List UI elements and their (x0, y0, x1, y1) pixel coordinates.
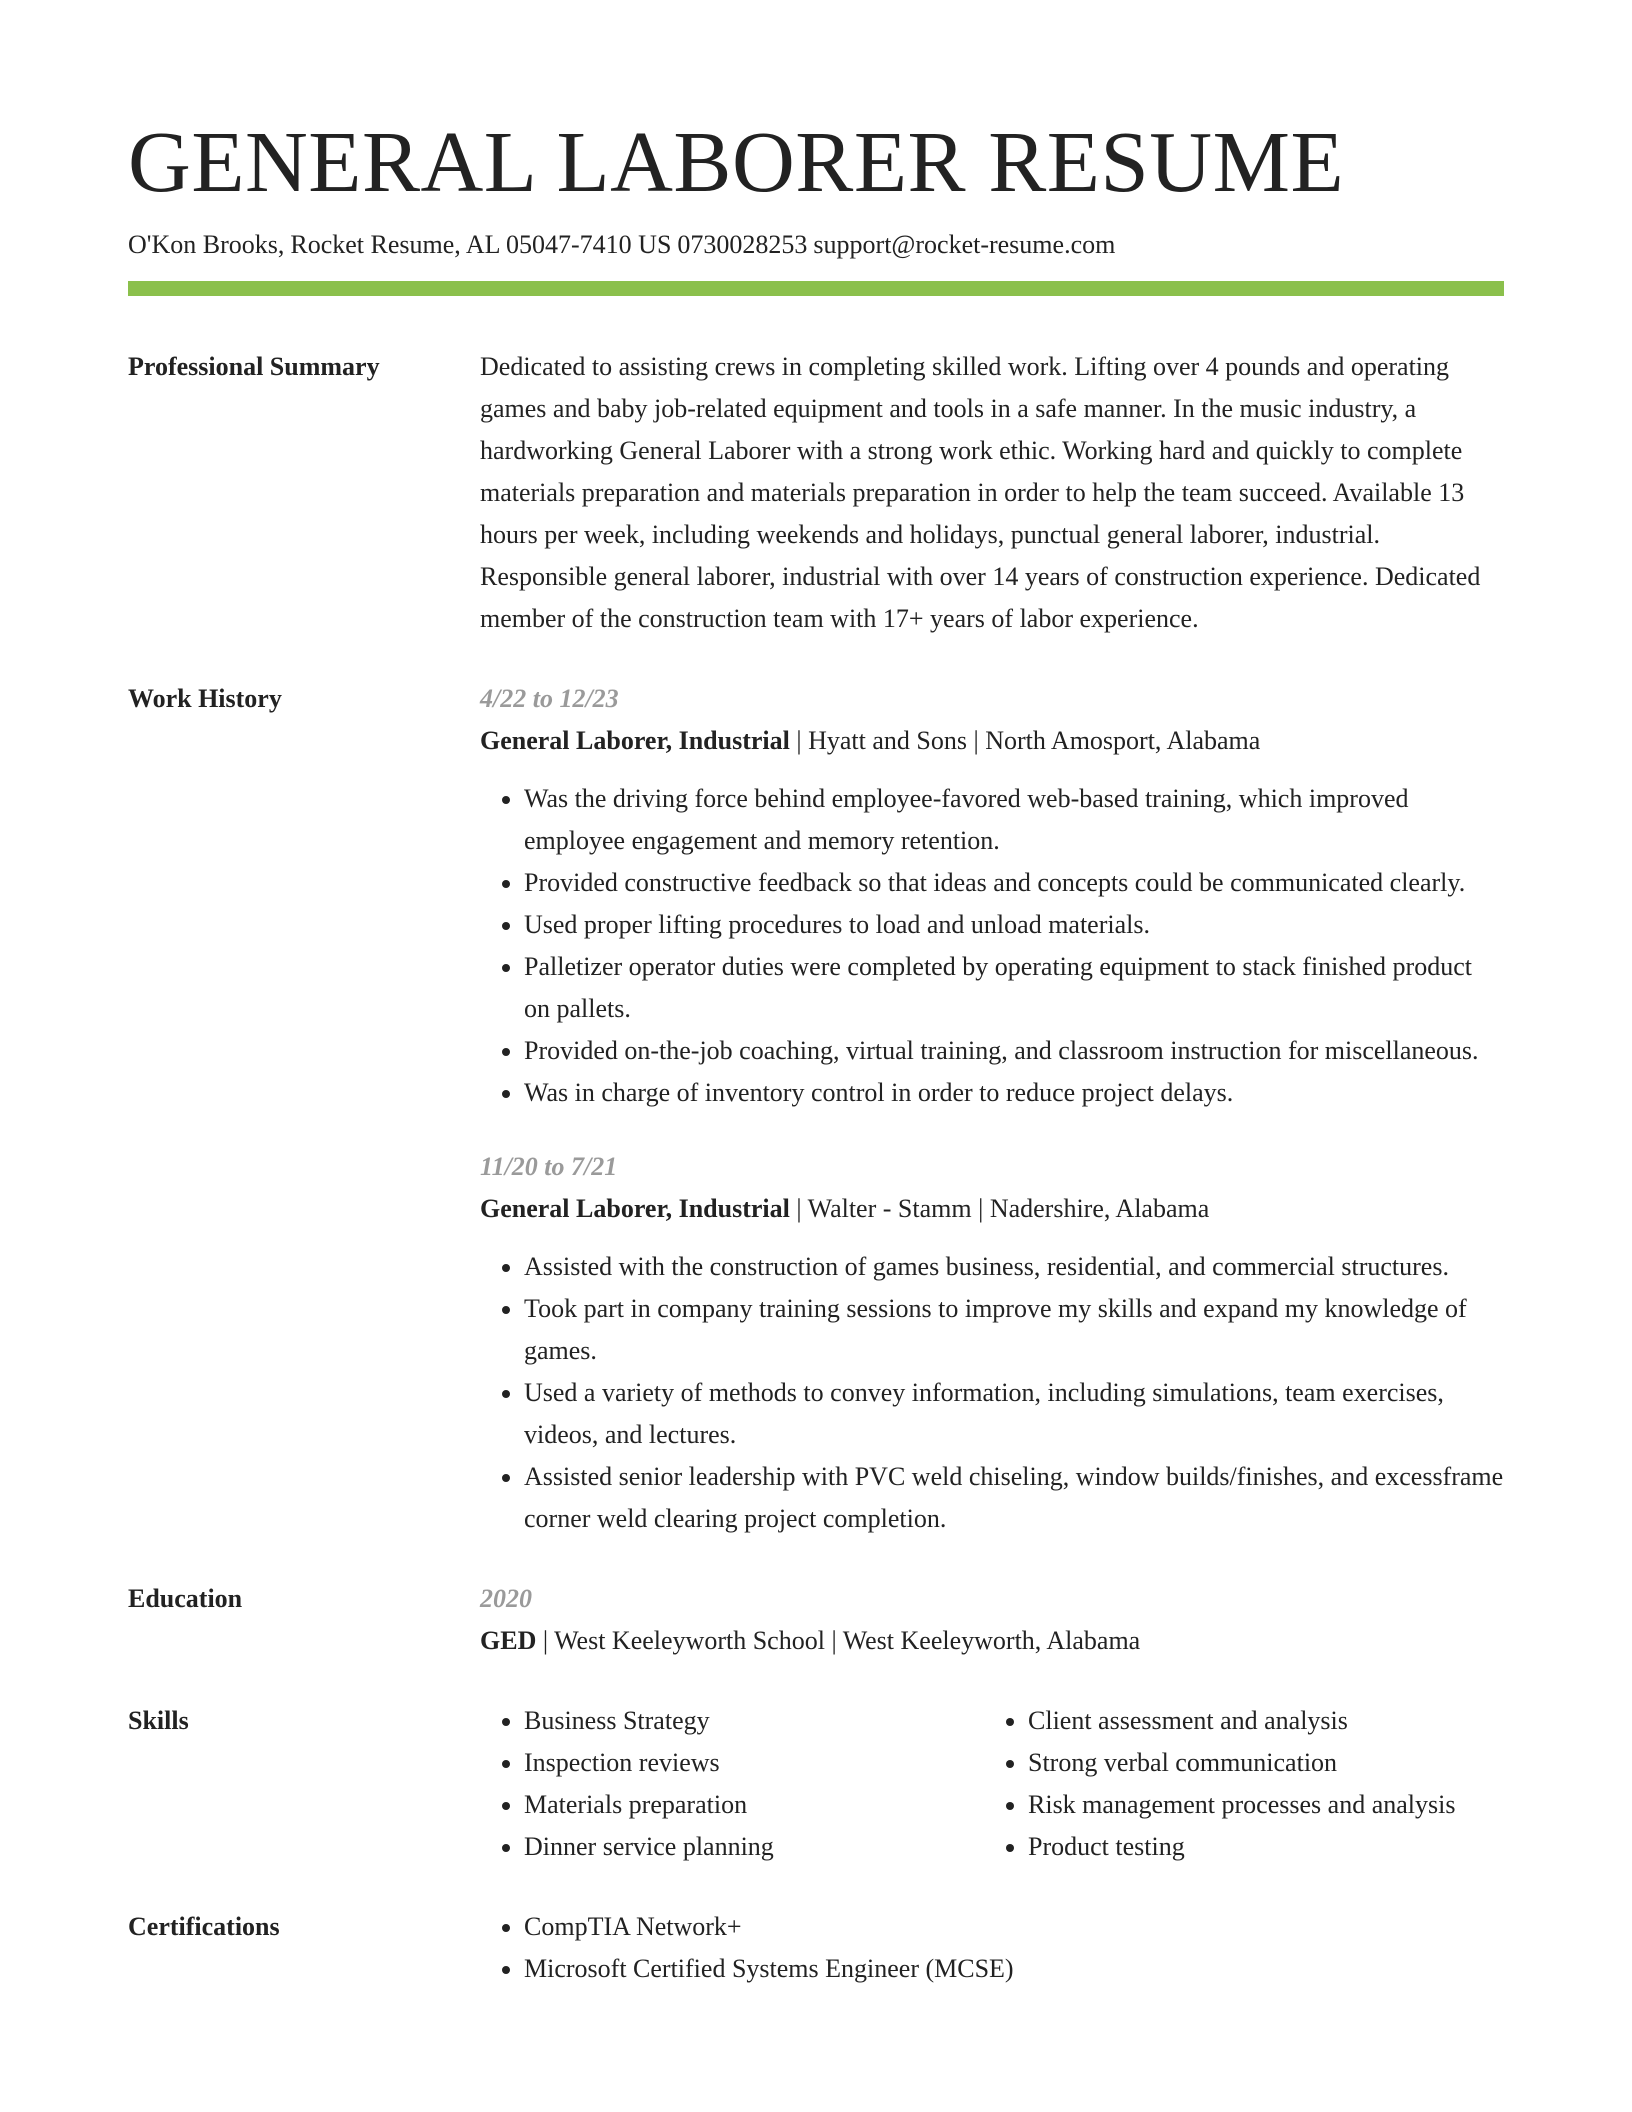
list-item: • Client assessment and analysis (1028, 1700, 1455, 1742)
education-section (128, 1578, 1504, 1662)
list-item: • Used a variety of methods to convey information, including simulations, team exercises, videos, and lectures. (524, 1372, 1504, 1456)
resume-title: GENERAL LABORER RESUME (128, 113, 1345, 210)
section-label-work-history: Work History (128, 684, 282, 714)
list-item: • Inspection reviews (524, 1742, 984, 1784)
job-dates: 4/22 to 12/23 (480, 684, 619, 714)
education-school: West Keeleyworth School (554, 1626, 825, 1656)
certifications-content (480, 1906, 1504, 1990)
education-content (480, 1578, 1504, 1662)
list-item: • Assisted with the construction of games business, residential, and commercial structures. (524, 1246, 1504, 1288)
job-bullets (480, 778, 1504, 1114)
job-title-line (480, 1188, 1504, 1230)
separator: | (978, 1194, 990, 1224)
education-year: 2020 (480, 1584, 532, 1614)
certifications-section (128, 1906, 1504, 1990)
job-dates: 11/20 to 7/21 (480, 1152, 618, 1182)
job-role: General Laborer, Industrial (480, 1194, 790, 1224)
skills-grid (480, 1700, 1504, 1868)
list-item: • Risk management processes and analysis (1028, 1784, 1455, 1826)
job-role: General Laborer, Industrial (480, 726, 790, 756)
contact-name: O'Kon Brooks, (128, 230, 285, 259)
contact-line (128, 229, 1504, 260)
contact-email: support@rocket-resume.com (813, 230, 1116, 259)
accent-divider (128, 281, 1504, 296)
section-label-education: Education (128, 1584, 243, 1614)
section-label-summary: Professional Summary (128, 352, 380, 382)
work-history-section (128, 678, 1504, 1540)
list-item: • Took part in company training sessions to improve my skills and expand my knowledge of games. (524, 1288, 1504, 1372)
list-item: • Strong verbal communication (1028, 1742, 1455, 1784)
list-item: • Was in charge of inventory control in order to reduce project delays. (524, 1072, 1504, 1114)
job-entry (480, 678, 1504, 1114)
section-label-certifications: Certifications (128, 1912, 280, 1942)
contact-phone: 0730028253 (677, 230, 808, 259)
certifications-list (480, 1906, 1504, 1990)
skills-content (480, 1700, 1504, 1868)
list-item: • Provided constructive feedback so that ideas and concepts could be communicated clearly. (524, 862, 1504, 904)
list-item: • Business Strategy (524, 1700, 984, 1742)
job-location: North Amosport, Alabama (985, 726, 1261, 756)
work-history-content (480, 678, 1504, 1540)
list-item: • CompTIA Network+ (524, 1906, 1504, 1948)
summary-content (480, 346, 1504, 640)
list-item: • Palletizer operator duties were completed by operating equipment to stack finished product on pallets. (524, 946, 1504, 1030)
list-item: • Dinner service planning (524, 1826, 984, 1868)
job-location: Nadershire, Alabama (989, 1194, 1210, 1224)
education-line (480, 1620, 1504, 1662)
contact-location: Rocket Resume, AL 05047-7410 US (290, 230, 672, 259)
list-item: • Used proper lifting procedures to load and unload materials. (524, 904, 1504, 946)
separator: | (796, 1194, 808, 1224)
list-item: • Product testing (1028, 1826, 1455, 1868)
list-item: • Provided on-the-job coaching, virtual training, and classroom instruction for miscellaneous. (524, 1030, 1504, 1072)
separator: | (831, 1626, 843, 1656)
summary-section (128, 346, 1504, 640)
job-title-line (480, 720, 1504, 762)
skills-section (128, 1700, 1504, 1868)
separator: | (542, 1626, 555, 1656)
separator: | (973, 726, 986, 756)
list-item: • Was the driving force behind employee-favored web-based training, which improved employee engagement and memory retention. (524, 778, 1504, 862)
job-company: Hyatt and Sons (808, 726, 967, 756)
skills-column-1 (480, 1700, 984, 1868)
list-item: • Assisted senior leadership with PVC weld chiseling, window builds/finishes, and excessframe corner weld clearing project completion. (524, 1456, 1504, 1540)
separator: | (796, 726, 809, 756)
list-item: • Microsoft Certified Systems Engineer (MCSE) (524, 1948, 1504, 1990)
job-bullets (480, 1246, 1504, 1540)
summary-text: Dedicated to assisting crews in completing skilled work. Lifting over 4 pounds and operating games and baby job-related equipment and tools in a safe manner. In the music industry, a hardworking General Laborer with a strong work ethic. Working hard and quickly to complete materials preparation and materials preparation in order to help the team succeed. Available 13 hours per week, including weekends and holidays, punctual general laborer, industrial. Responsible general laborer, industrial with over 14 years of construction experience. Dedicated member of the construction team with 17+ years of labor experience. (480, 352, 1481, 634)
education-location: West Keeleyworth, Alabama (842, 1626, 1141, 1656)
job-entry (480, 1146, 1504, 1540)
skills-column-2 (984, 1700, 1455, 1868)
job-company: Walter - Stamm (807, 1194, 972, 1224)
education-degree: GED (480, 1626, 537, 1656)
list-item: • Materials preparation (524, 1784, 984, 1826)
section-label-skills: Skills (128, 1706, 189, 1736)
